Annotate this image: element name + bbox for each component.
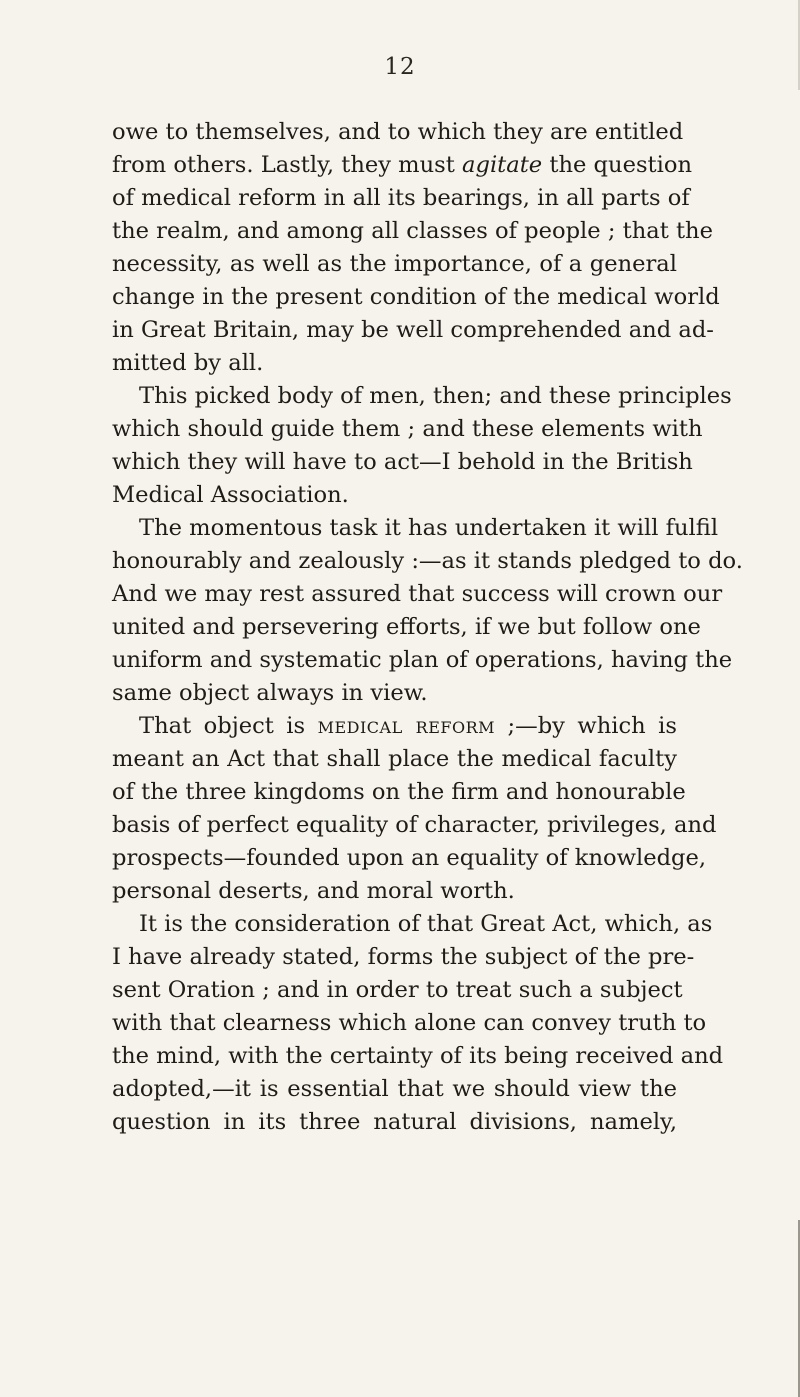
paragraph-start-line: That object is medical reform ;—by which is (139, 713, 677, 739)
text-line: Medical Association. (112, 482, 349, 508)
small-caps-emphasis: medical reform (317, 713, 496, 739)
text-line: uniform and systematic plan of operations, having the (112, 647, 733, 673)
text-line: owe to themselves, and to which they are entitled (112, 119, 684, 145)
text-line: mitted by all. (112, 350, 264, 376)
text-line: in Great Britain, may be well comprehended and ad- (112, 317, 714, 343)
text-line: basis of perfect equality of character, privileges, and (112, 812, 717, 838)
text-line: change in the present condition of the medical world (112, 284, 720, 310)
text-line: necessity, as well as the importance, of a general (112, 251, 677, 277)
text-line: the realm, and among all classes of people ; that the (112, 218, 713, 244)
text-line: united and persevering efforts, if we but follow one (112, 614, 701, 640)
paragraph-start-line: This picked body of men, then; and these principles (139, 383, 732, 409)
text-line: sent Oration ; and in order to treat such a subject (112, 977, 683, 1003)
text-line: prospects—founded upon an equality of knowledge, (112, 845, 707, 871)
text-line: of medical reform in all its bearings, in all parts of (112, 185, 690, 211)
text-line: And we may rest assured that success will crown our (112, 581, 723, 607)
text-line: I have already stated, forms the subject of the pre- (112, 944, 695, 970)
text-line: honourably and zealously :—as it stands pledged to do. (112, 548, 743, 574)
text-line: which should guide them ; and these elements with (112, 416, 703, 442)
text-line: question in its three natural divisions, namely, (112, 1109, 677, 1135)
text-line: the mind, with the certainty of its being received and (112, 1043, 724, 1069)
text-line: adopted,—it is essential that we should view the (112, 1076, 677, 1102)
text-line: with that clearness which alone can convey truth to (112, 1010, 707, 1036)
text-line: personal deserts, and moral worth. (112, 878, 515, 904)
italic-emphasis: agitate (462, 152, 543, 178)
text-line: which they will have to act—I behold in the British (112, 449, 693, 475)
paragraph-start-line: The momentous task it has undertaken it will fulfil (139, 515, 719, 541)
text-line: same object always in view. (112, 680, 428, 706)
text-line: of the three kingdoms on the firm and honourable (112, 779, 686, 805)
paragraph-start-line: It is the consideration of that Great Act, which, as (139, 911, 713, 937)
page-number: 12 (384, 54, 416, 80)
text-line: meant an Act that shall place the medical faculty (112, 746, 677, 772)
text-line: from others. Lastly, they must agitate the question (112, 152, 692, 178)
